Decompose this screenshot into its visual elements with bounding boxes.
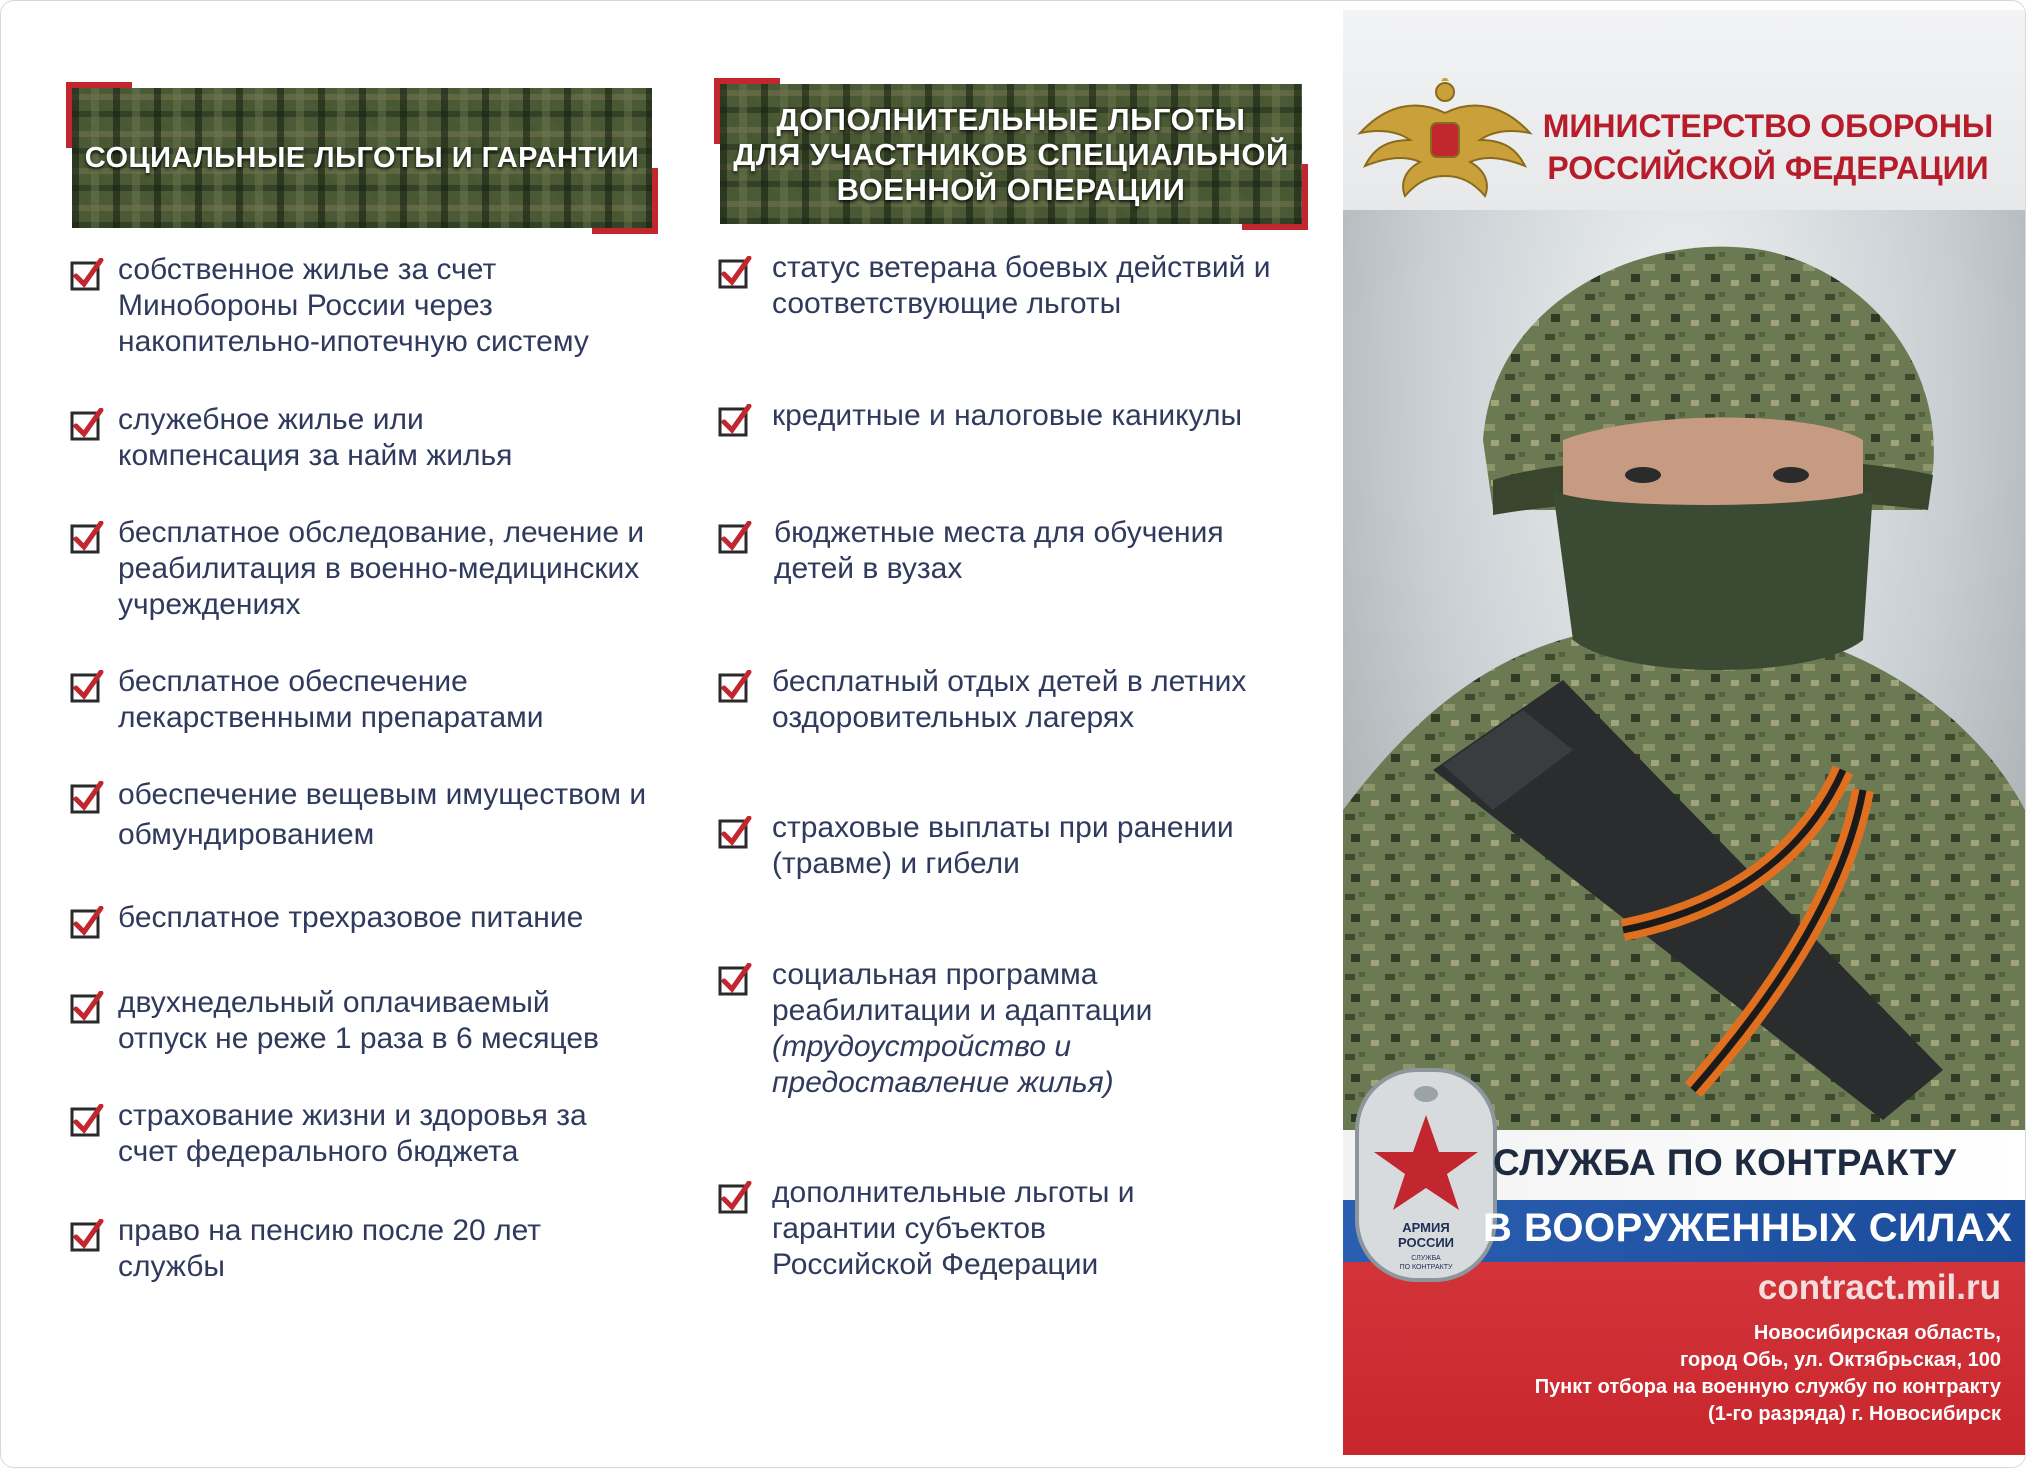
checkbox-check-icon — [718, 404, 752, 438]
list-item-text: страхование жизни и здоровья за счет федерального бюджета — [118, 1099, 587, 1168]
dogtag-line-3: СЛУЖБА — [1411, 1255, 1441, 1262]
service-title-line-1: СЛУЖБА ПО КОНТРАКТУ — [1493, 1142, 1957, 1183]
checkbox-check-icon — [70, 521, 104, 555]
list-item-text: бесплатное обеспечение лекарственными препаратами — [118, 665, 544, 734]
ministry-title-line-1: МИНИСТЕРСТВО ОБОРОНЫ — [1542, 108, 1994, 144]
checkbox-check-icon — [718, 521, 752, 555]
list-item — [70, 252, 670, 360]
list-item-italic-note: (трудоустройство и предоставление жилья) — [772, 1030, 1114, 1099]
social-benefits-header-text: СОЦИАЛЬНЫЕ ЛЬГОТЫ И ГАРАНТИИ — [84, 141, 640, 174]
list-item-text: статус ветерана боевых действий и соответствующие льготы — [772, 251, 1271, 320]
list-item — [70, 985, 670, 1057]
website-link[interactable]: contract.mil.ru — [1757, 1268, 2001, 1307]
list-item-text: двухнедельный оплачиваемый отпуск не реже 1 раза в 6 месяцев — [118, 986, 599, 1055]
army-dogtag — [1351, 1060, 1501, 1290]
soldier-photo — [1343, 210, 2025, 1140]
address-line-2: город Обь, ул. Октябрьская, 100 — [1679, 1349, 2001, 1371]
dogtag-line-2: РОССИИ — [1397, 1235, 1455, 1250]
double-headed-eagle-emblem-icon — [1355, 78, 1535, 208]
checkbox-check-icon — [70, 906, 104, 940]
list-item — [718, 515, 1318, 587]
recruitment-address — [1441, 1320, 2001, 1428]
checkbox-check-icon — [718, 963, 752, 997]
list-item-text: дополнительные льготы и гарантии субъектов Российской Федерации — [772, 1176, 1135, 1281]
list-item — [718, 250, 1318, 322]
list-item-text: собственное жилье за счет Минобороны России через накопительно-ипотечную систему — [118, 253, 589, 358]
checkbox-check-icon — [718, 816, 752, 850]
list-item-text: страховые выплаты при ранении (травме) и гибели — [772, 811, 1234, 880]
list-item — [70, 402, 670, 474]
list-item — [70, 1098, 670, 1170]
dogtag-line-1: АРМИЯ — [1402, 1220, 1450, 1235]
checkbox-check-icon — [718, 670, 752, 704]
list-item-text: бесплатное обследование, лечение и реабилитация в военно-медицинских учреждениях — [118, 516, 645, 621]
ministry-title-line-2: РОССИЙСКОЙ ФЕДЕРАЦИИ — [1547, 150, 1989, 186]
list-item — [718, 664, 1318, 736]
checkbox-check-icon — [70, 781, 104, 815]
list-item — [718, 957, 1318, 1101]
social-benefits-header — [72, 88, 652, 228]
svo-header-line-1: ДОПОЛНИТЕЛЬНЫЕ ЛЬГОТЫ — [776, 101, 1246, 137]
list-item — [70, 1213, 670, 1285]
list-item-text: бюджетные места для обучения детей в вузах — [774, 516, 1224, 585]
dogtag-line-4: ПО КОНТРАКТУ — [1399, 1264, 1453, 1271]
checkbox-check-icon — [70, 258, 104, 292]
checkbox-check-icon — [70, 1219, 104, 1253]
recruitment-poster — [1343, 10, 2025, 1455]
list-item-text: бесплатный отдых детей в летних оздоровительных лагерях — [772, 665, 1247, 734]
address-line-4: (1-го разряда) г. Новосибирск — [1708, 1403, 2001, 1425]
ministry-title — [1533, 105, 2003, 189]
checkbox-check-icon — [70, 991, 104, 1025]
list-item-text: право на пенсию после 20 лет службы — [118, 1214, 542, 1283]
checkbox-check-icon — [718, 1181, 752, 1215]
address-line-3: Пункт отбора на военную службу по контракту — [1534, 1376, 2001, 1398]
list-item-text: кредитные и налоговые каникулы — [772, 399, 1243, 432]
service-title-line-2: В ВООРУЖЕННЫХ СИЛАХ — [1483, 1206, 2013, 1250]
checkbox-check-icon — [70, 670, 104, 704]
list-item-text: служебное жилье или компенсация за найм жилья — [118, 403, 513, 472]
checkbox-check-icon — [718, 256, 752, 290]
list-item — [70, 900, 670, 940]
list-item — [718, 398, 1328, 438]
list-item — [718, 1175, 1318, 1283]
list-item — [70, 664, 670, 736]
checkbox-check-icon — [70, 408, 104, 442]
soldier-illustration — [1343, 210, 2025, 1140]
list-item — [70, 775, 670, 855]
svo-header-line-3: ВОЕННОЙ ОПЕРАЦИИ — [836, 171, 1186, 207]
svo-benefits-header — [720, 84, 1302, 224]
address-line-1: Новосибирская область, — [1753, 1322, 2001, 1344]
list-item-text: обеспечение вещевым имуществом и обмундированием — [118, 778, 647, 851]
checkbox-check-icon — [70, 1104, 104, 1138]
svo-header-line-2: ДЛЯ УЧАСТНИКОВ СПЕЦИАЛЬНОЙ — [733, 136, 1289, 172]
list-item-text — [772, 957, 1212, 1101]
list-item — [718, 810, 1318, 882]
list-item-main-text: социальная программа реабилитации и адаптации — [772, 958, 1153, 1027]
list-item — [70, 515, 670, 623]
list-item-text: бесплатное трехразовое питание — [118, 901, 584, 934]
